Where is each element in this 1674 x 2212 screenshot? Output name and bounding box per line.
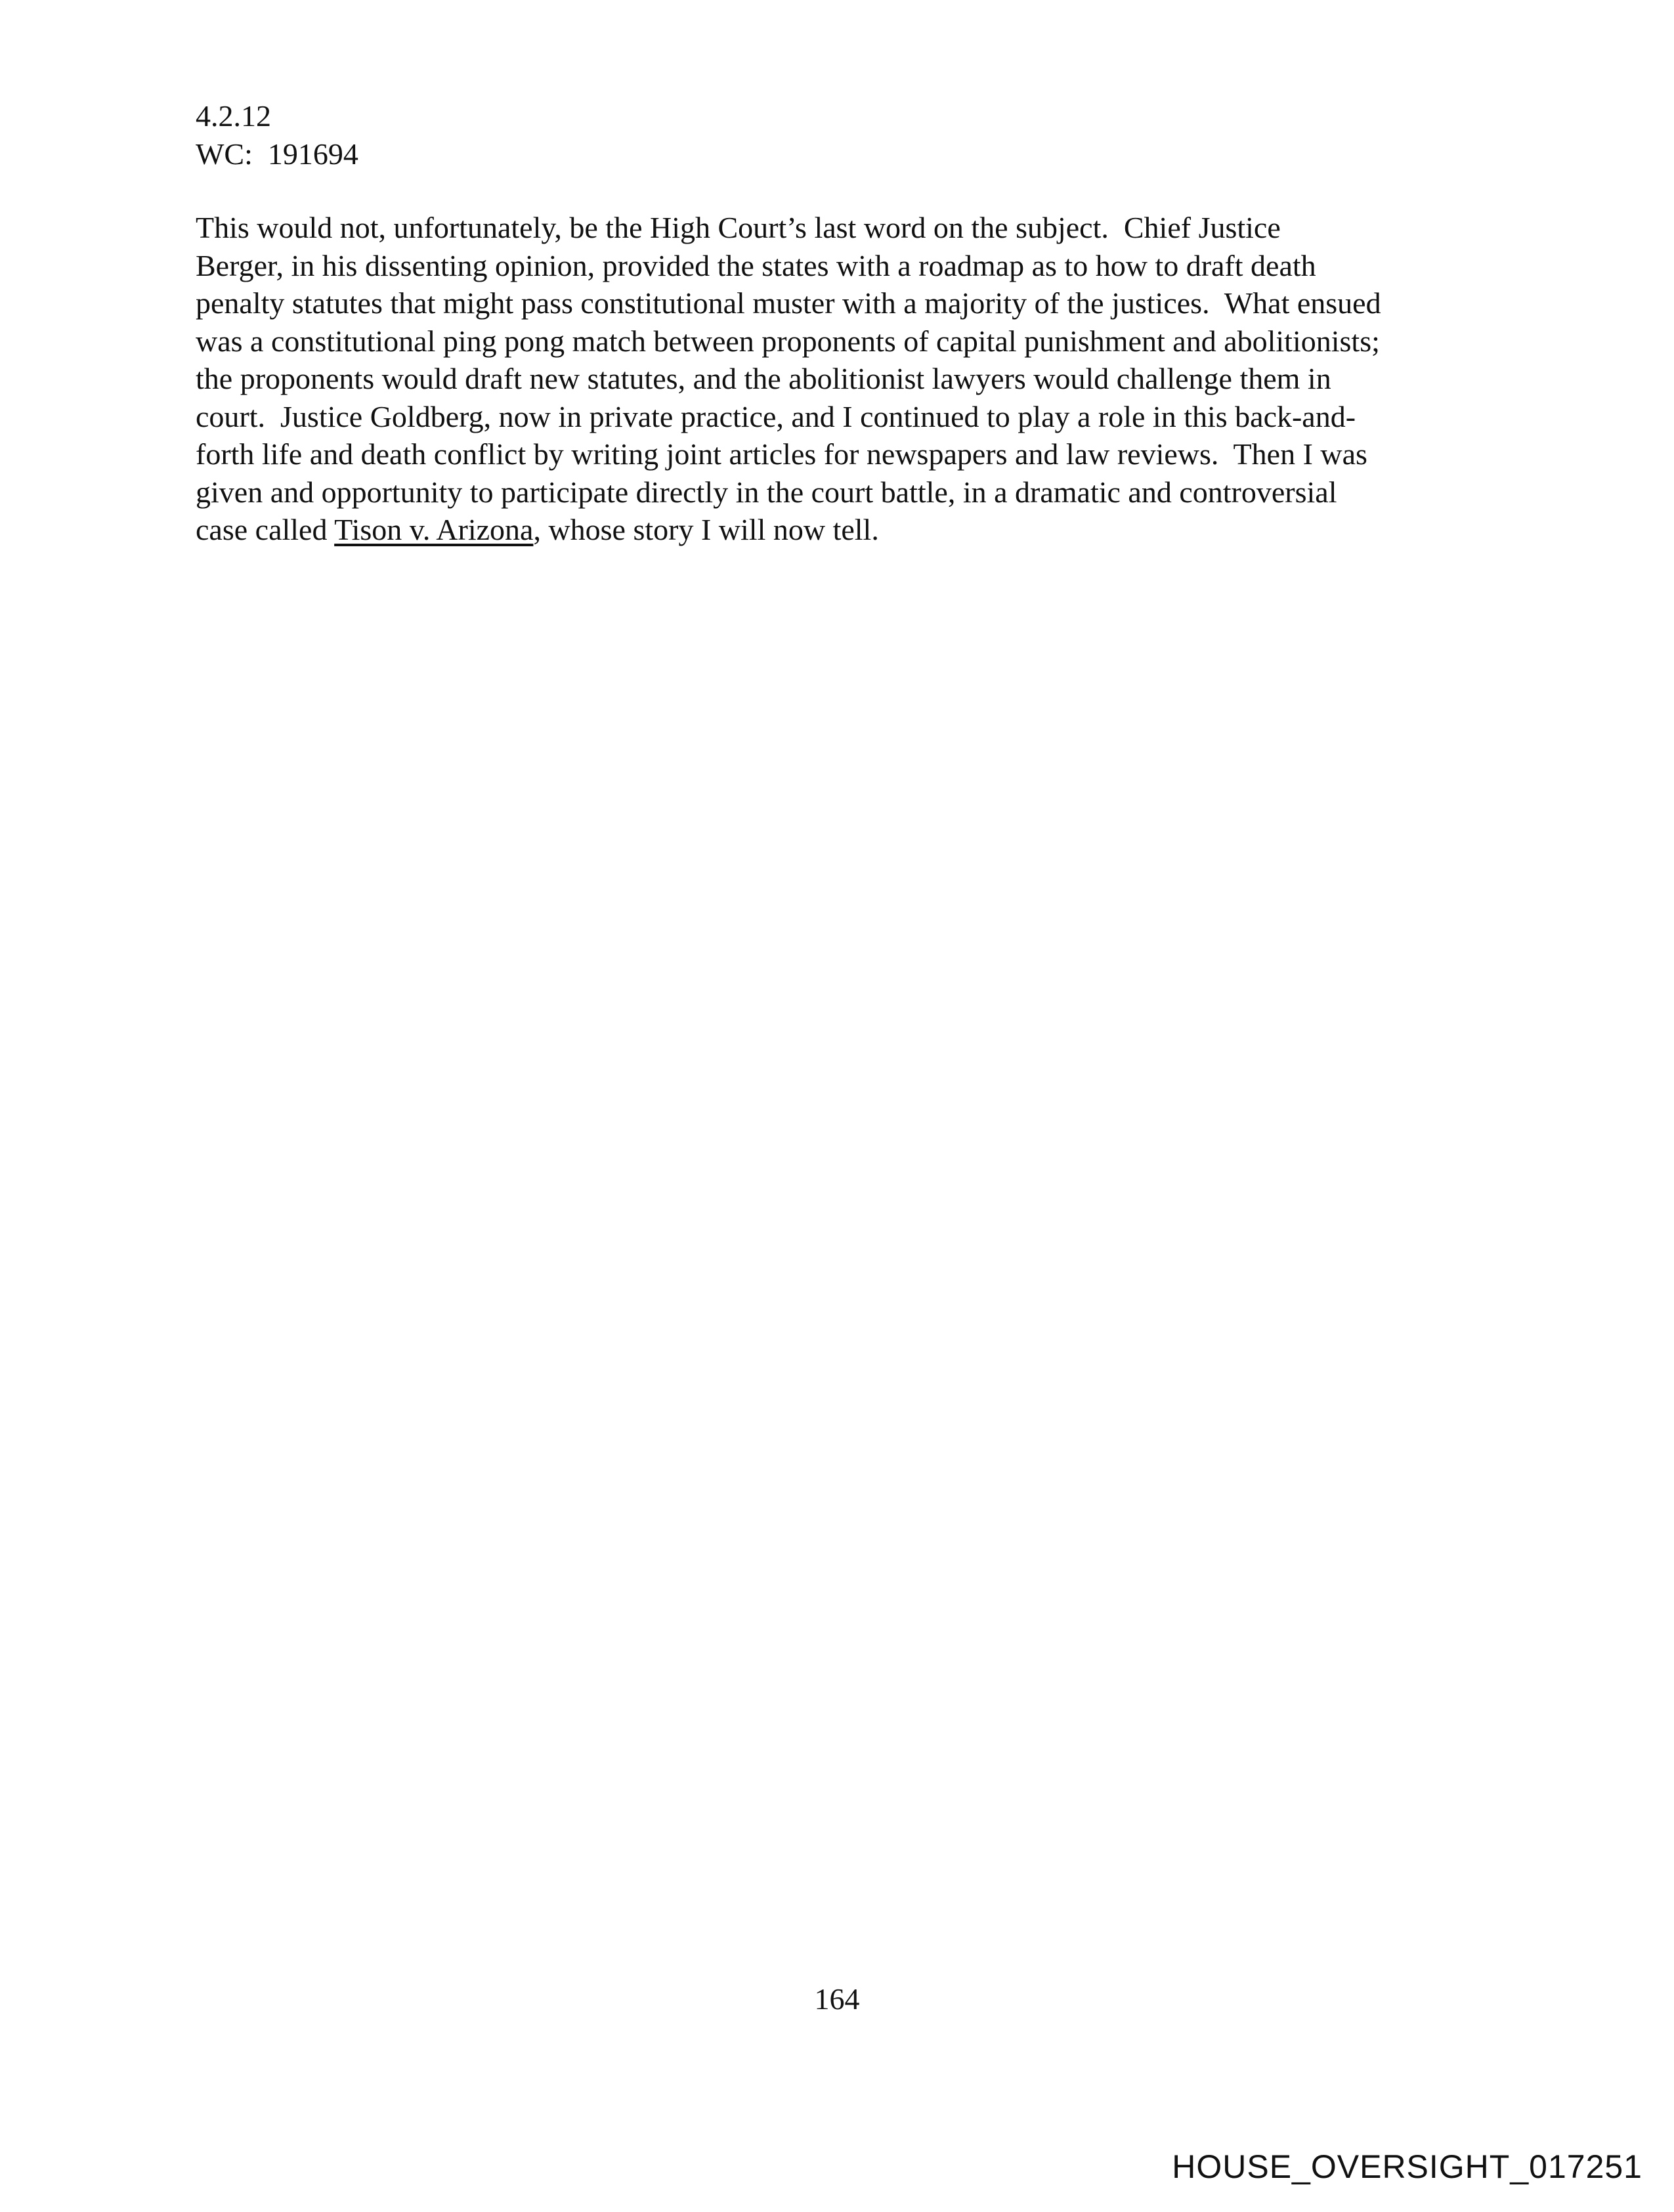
paragraph-line-3: penalty statutes that might pass constitutional muster with a majority of the justices. What ensued: [196, 286, 1381, 320]
body-paragraph: [196, 209, 1522, 549]
header-word-count: WC: 191694: [196, 137, 358, 171]
paragraph-line-5: the proponents would draft new statutes, and the abolitionist lawyers would challenge them in: [196, 362, 1331, 395]
case-name-citation: Tison v. Arizona: [334, 513, 534, 546]
last-line-before: case called: [196, 513, 335, 546]
paragraph-line-9: [196, 511, 1522, 549]
bates-number: HOUSE_OVERSIGHT_017251: [1172, 2148, 1642, 2185]
page-number: 164: [814, 1982, 860, 2016]
paragraph-line-7: forth life and death conflict by writing joint articles for newspapers and law reviews. Then I was: [196, 437, 1367, 471]
paragraph-line-6: court. Justice Goldberg, now in private practice, and I continued to play a role in this back-and-: [196, 399, 1356, 433]
document-header: [196, 97, 358, 173]
paragraph-line-4: was a constitutional ping pong match between proponents of capital punishment and abolitionists;: [196, 324, 1380, 358]
header-date: 4.2.12: [196, 99, 271, 133]
paragraph-line-1: This would not, unfortunately, be the High Court’s last word on the subject. Chief Justice: [196, 211, 1281, 244]
paragraph-line-2: Berger, in his dissenting opinion, provided the states with a roadmap as to how to draft death: [196, 248, 1316, 282]
last-line-after: , whose story I will now tell.: [533, 513, 879, 546]
paragraph-line-8: given and opportunity to participate directly in the court battle, in a dramatic and controversial: [196, 475, 1337, 509]
